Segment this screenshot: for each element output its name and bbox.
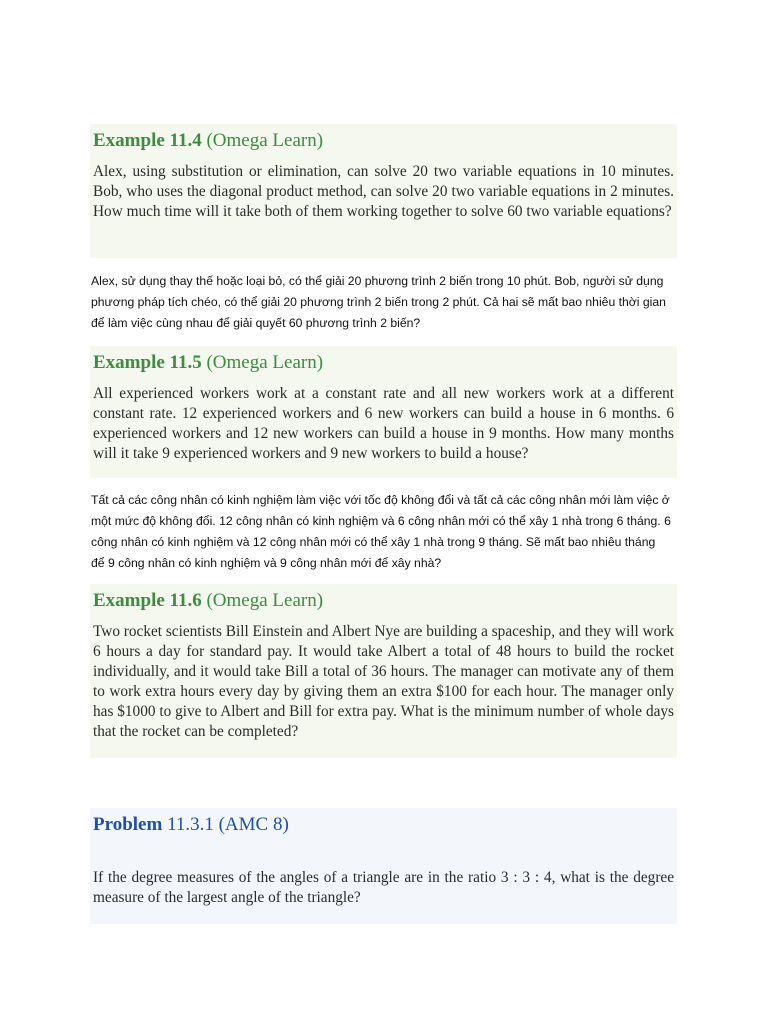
problem-source: 11.3.1 (AMC 8): [167, 814, 289, 835]
example-heading: [93, 590, 674, 612]
example-label: Example 11.6: [93, 590, 202, 611]
vietnamese-translation-2: Tất cả các công nhân có kinh nghiệm làm việc với tốc độ không đổi và tất cả các công nhân mới làm việc ở một mức độ không đổi. 12 công nhân có kinh nghiệm và 6 công nhân mới có thể xây 1 nhà trong 6 tháng. 6 công nhân có kinh nghiệm và 12 công nhân mới có thể xây 1 nhà trong 9 tháng. Sẽ mất bao nhiêu tháng để 9 công nhân có kinh nghiệm và 9 công nhân mới để xây nhà?: [91, 493, 671, 570]
vietnamese-translation-1: Alex, sử dụng thay thế hoặc loại bỏ, có thể giải 20 phương trình 2 biến trong 10 phút. Bob, người sử dụng phương pháp tích chéo, có thể giải 20 phương trình 2 biến trong 2 phút. Cả hai sẽ mất bao nhiêu thời gian để làm việc cùng nhau để giải quyết 60 phương trình 2 biến?: [91, 274, 666, 330]
problem-11-3-1-box: [90, 808, 677, 924]
problem-label: Problem: [93, 814, 163, 835]
example-heading: [93, 130, 674, 152]
problem-heading: [93, 814, 674, 836]
example-11-4-box: [90, 124, 677, 258]
example-source: (Omega Learn): [206, 352, 324, 373]
problem-text: If the degree measures of the angles of a triangle are in the ratio 3 : 3 : 4, what is the degree measure of the largest angle of the triangle?: [93, 869, 674, 906]
example-label: Example 11.4: [93, 130, 202, 151]
example-11-5-box: [90, 346, 677, 478]
example-source: (Omega Learn): [206, 590, 324, 611]
example-label: Example 11.5: [93, 352, 202, 373]
example-text: Alex, using substitution or elimination, can solve 20 two variable equations in 10 minutes. Bob, who uses the diagonal product method, can solve 20 two variable equations in 2 minutes. How much time will it take both of them working together to solve 60 two variable equations?: [93, 163, 674, 220]
example-text: All experienced workers work at a constant rate and all new workers work at a different constant rate. 12 experienced workers and 6 new workers can build a house in 6 months. 6 experienced workers and 12 new workers can build a house in 9 months. How many months will it take 9 experienced workers and 9 new workers to build a house?: [93, 385, 674, 462]
example-source: (Omega Learn): [206, 130, 324, 151]
example-text: Two rocket scientists Bill Einstein and Albert Nye are building a spaceship, and they will work 6 hours a day for standard pay. It would take Albert a total of 48 hours to build the rocket individually, and it would take Bill a total of 36 hours. The manager can motivate any of them to work extra hours every day by giving them an extra $100 for each hour. The manager only has $1000 to give to Albert and Bill for extra pay. What is the minimum number of whole days that the rocket can be completed?: [93, 623, 674, 740]
example-heading: [93, 352, 674, 374]
example-11-6-box: [90, 584, 677, 758]
